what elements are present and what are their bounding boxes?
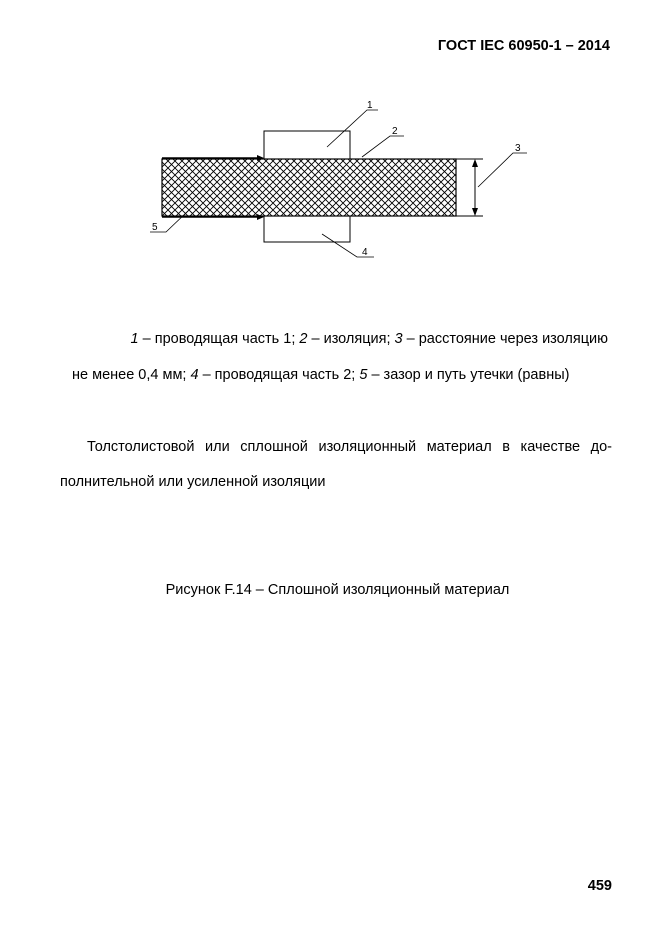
- legend-text: – изоляция;: [307, 331, 395, 347]
- leader-3: [478, 153, 527, 187]
- label-4: 4: [362, 247, 368, 258]
- leader-1: [327, 110, 378, 147]
- legend-num: 5: [359, 367, 368, 383]
- insulation-layer: [162, 159, 456, 216]
- document-header: ГОСТ IEC 60950-1 – 2014: [437, 38, 610, 54]
- legend-text: – проводящая часть 2;: [198, 367, 360, 383]
- legend-text: – расстояние через изоляцию: [402, 331, 608, 347]
- figure-legend-line-2: [72, 367, 620, 383]
- figure-caption: Рисунок F.14 – Сплошной изоляционный материал: [165, 582, 510, 598]
- legend-num: 4: [190, 367, 199, 383]
- page-number: 459: [587, 878, 612, 894]
- body-paragraph-line-1: Толстолистовой или сплошной изоляционный материал в качестве до-: [87, 439, 612, 455]
- legend-num: 1: [130, 331, 139, 347]
- leader-2: [362, 136, 404, 157]
- label-3: 3: [515, 143, 521, 154]
- insulation-diagram: [0, 0, 661, 300]
- figure-legend-line-1: [60, 331, 608, 347]
- legend-num: 2: [299, 331, 308, 347]
- legend-text: – зазор и путь утечки (равны): [367, 367, 570, 383]
- label-2: 2: [392, 126, 398, 137]
- body-paragraph-line-2: полнительной или усиленной изоляции: [60, 474, 326, 490]
- legend-num: 3: [394, 331, 403, 347]
- conductive-part-2: [264, 216, 350, 242]
- legend-text: – проводящая часть 1;: [138, 331, 300, 347]
- label-5: 5: [152, 222, 158, 233]
- label-1: 1: [367, 100, 373, 111]
- conductive-part-1: [264, 131, 350, 159]
- legend-text: не менее 0,4 мм;: [72, 367, 191, 383]
